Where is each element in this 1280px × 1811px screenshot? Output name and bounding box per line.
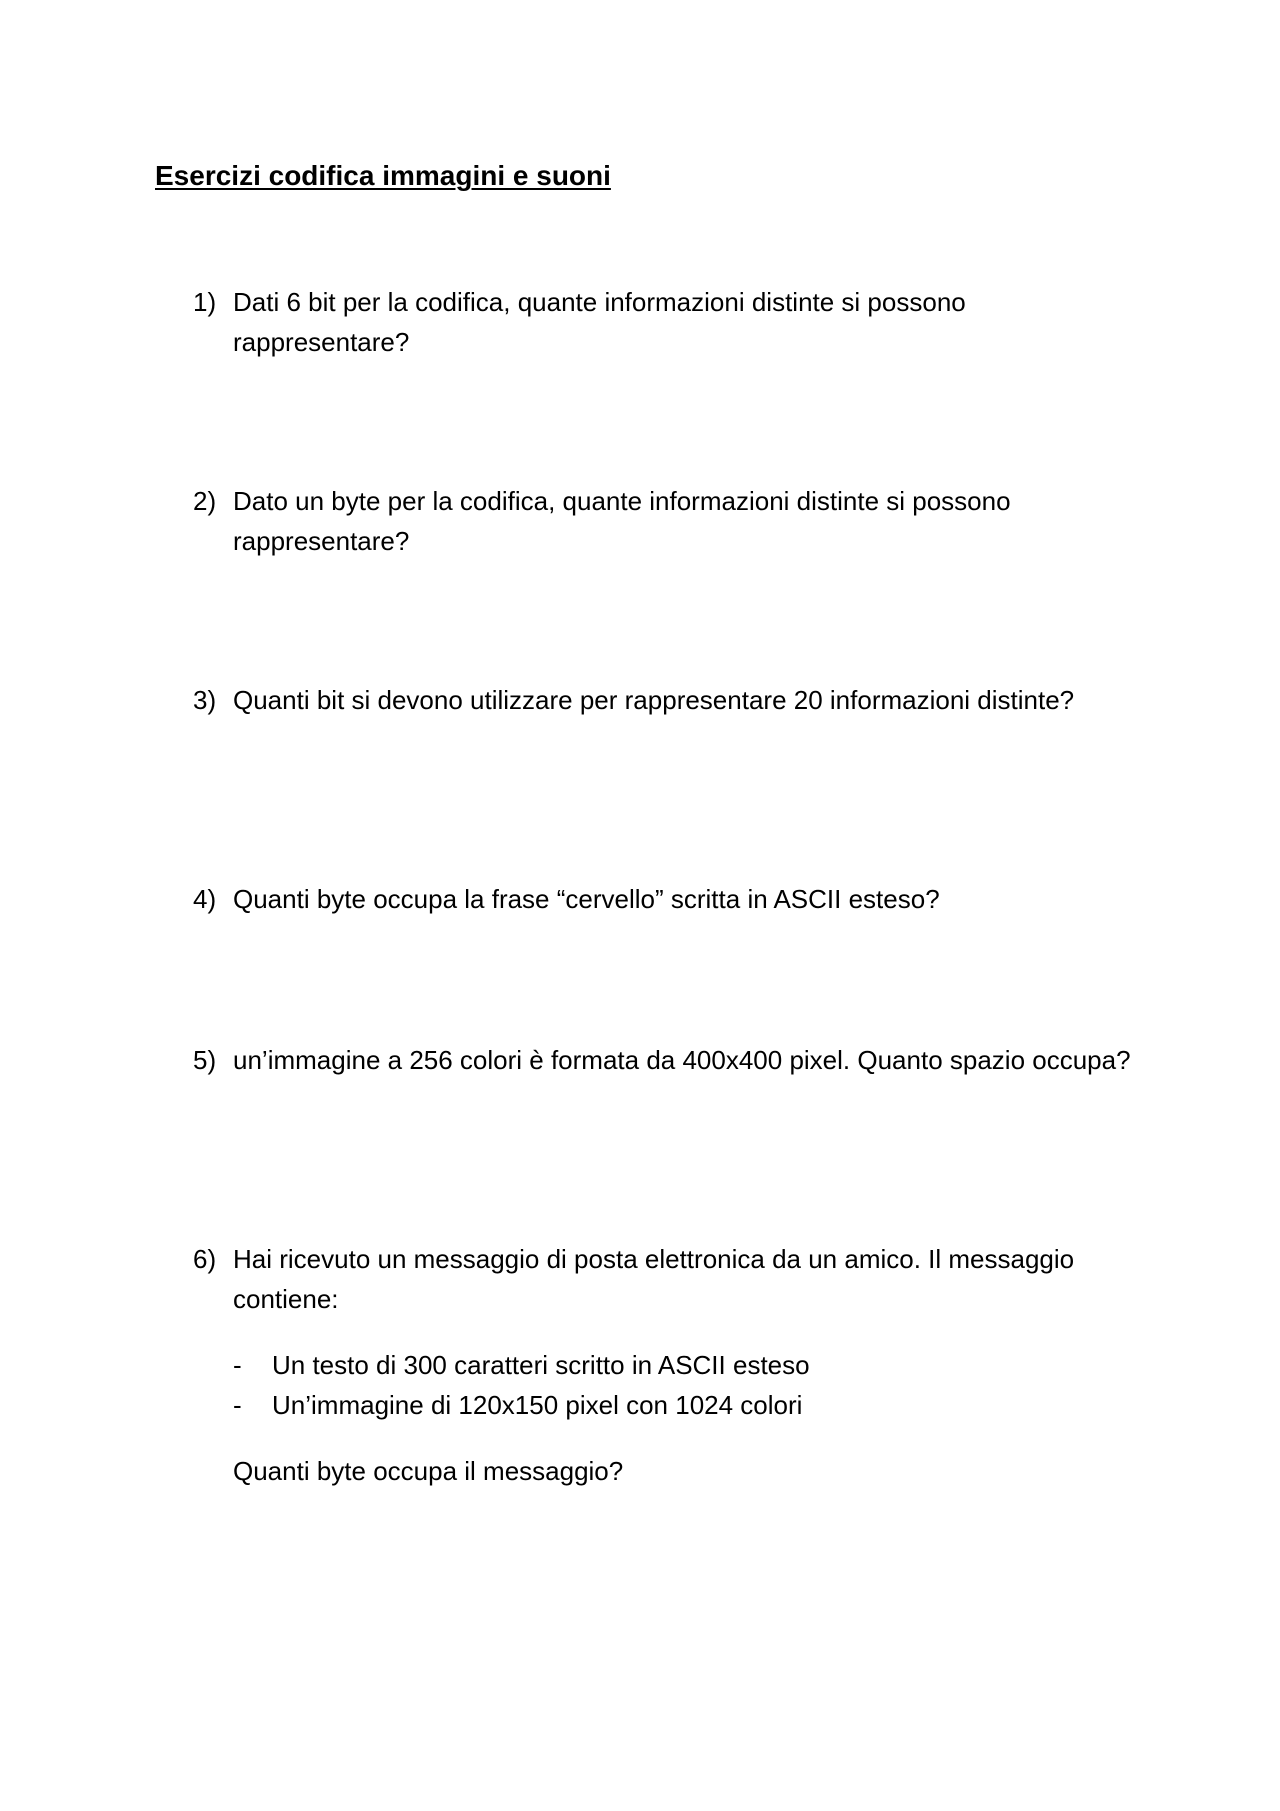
question-4 <box>193 879 1143 919</box>
question-2 <box>193 481 1143 561</box>
bullet-text: Un testo di 300 caratteri scritto in ASCII esteso <box>272 1350 810 1380</box>
question-final-text: Quanti byte occupa il messaggio? <box>233 1456 624 1486</box>
question-text: Dato un byte per la codifica, quante informazioni distinte si possono rappresentare? <box>233 486 1011 556</box>
list-item <box>233 1345 1143 1385</box>
document-title: Esercizi codifica immagini e suoni <box>155 160 611 191</box>
question-5 <box>193 1040 1143 1080</box>
question-text: Dati 6 bit per la codifica, quante informazioni distinte si possono rappresentare? <box>233 287 966 357</box>
question-3 <box>193 680 1143 720</box>
question-text: Quanti byte occupa la frase “cervello” scritta in ASCII esteso? <box>233 884 940 914</box>
bullet-marker: - <box>233 1390 242 1420</box>
question-number: 4) <box>193 884 217 914</box>
question-number: 1) <box>193 287 217 317</box>
question-text: Quanti bit si devono utilizzare per rappresentare 20 informazioni distinte? <box>233 685 1075 715</box>
question-text: Hai ricevuto un messaggio di posta elettronica da un amico. Il messaggio contiene: <box>233 1244 1075 1314</box>
question-number: 2) <box>193 486 217 516</box>
question-number: 6) <box>193 1244 217 1274</box>
list-item <box>233 1385 1143 1425</box>
question-text: un’immagine a 256 colori è formata da 400x400 pixel. Quanto spazio occupa? <box>233 1045 1131 1075</box>
bullet-marker: - <box>233 1350 242 1380</box>
question-6 <box>193 1239 1143 1491</box>
question-number: 5) <box>193 1045 217 1075</box>
question-1 <box>193 282 1143 362</box>
bullet-text: Un’immagine di 120x150 pixel con 1024 colori <box>272 1390 803 1420</box>
bullet-list <box>233 1345 1143 1425</box>
question-number: 3) <box>193 685 217 715</box>
